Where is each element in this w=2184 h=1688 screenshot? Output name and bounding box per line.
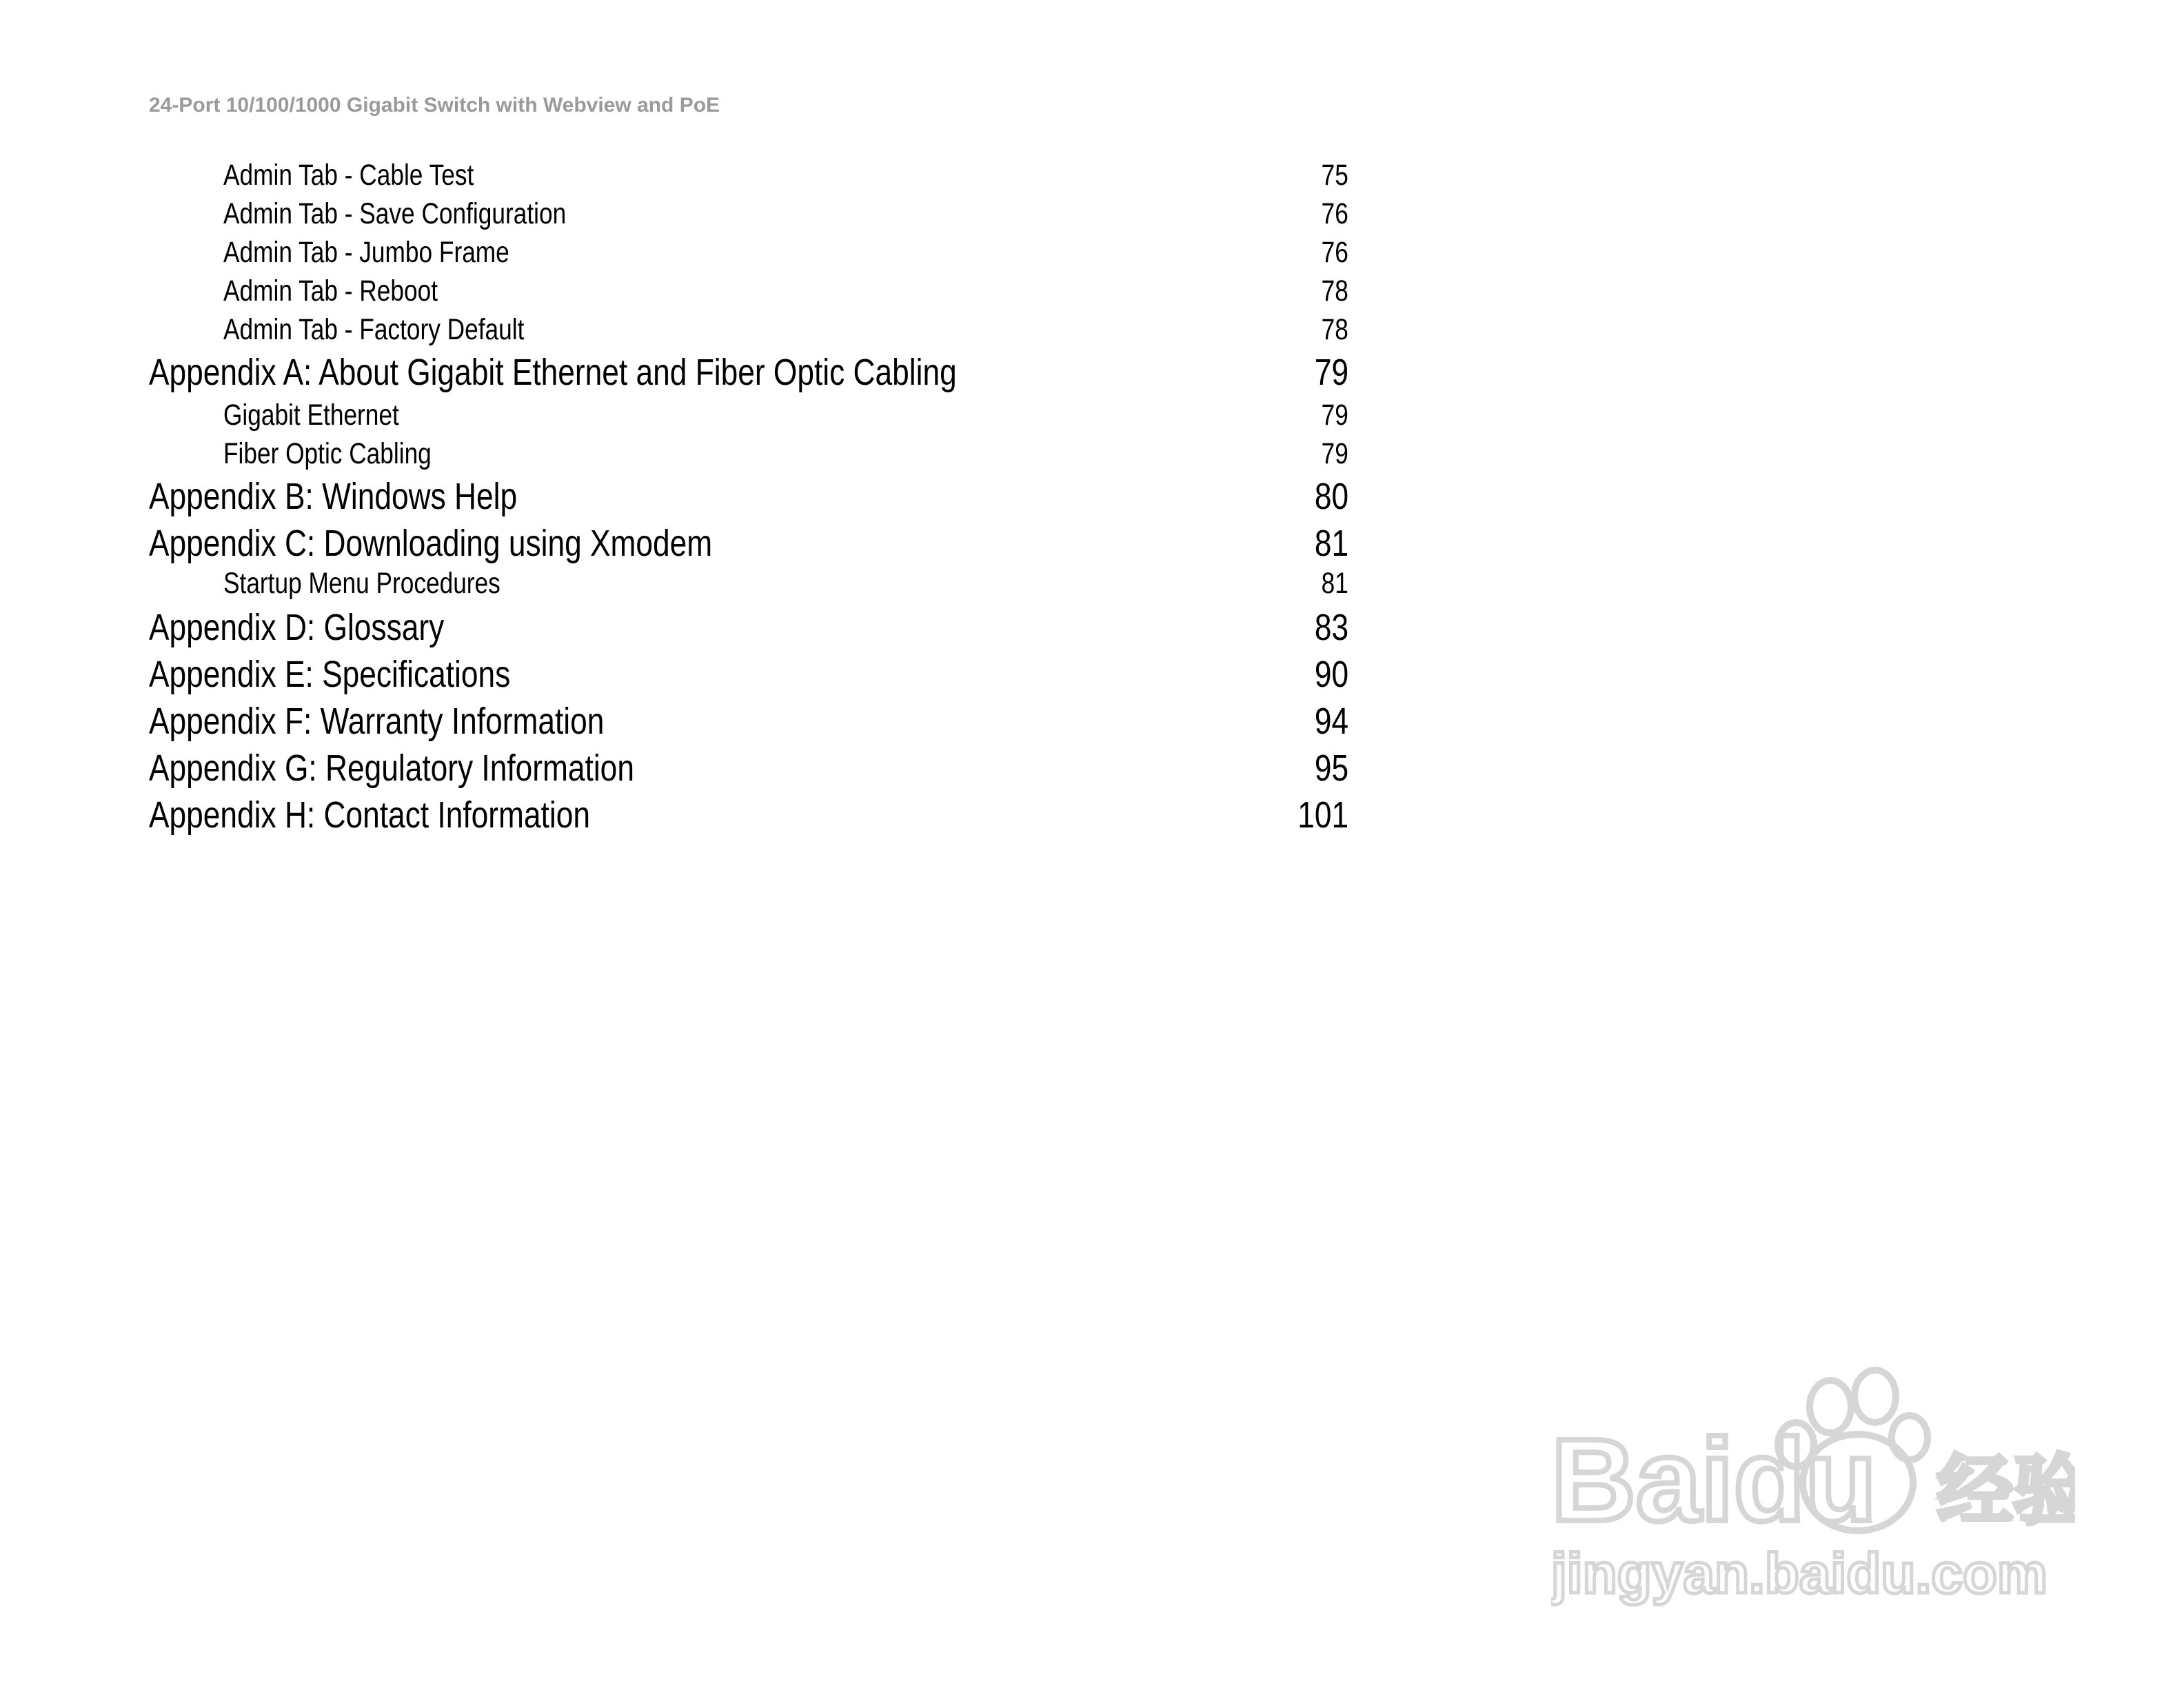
toc-entry-label: Appendix B: Windows Help bbox=[149, 476, 518, 517]
toc-entry-label: Admin Tab - Save Configuration bbox=[223, 197, 567, 230]
toc-entry-appendix-h[interactable] bbox=[149, 792, 1348, 838]
toc-entry-label: Fiber Optic Cabling bbox=[223, 437, 432, 470]
watermark-url: jingyan.baidu.com bbox=[1551, 1543, 2048, 1605]
toc-entry-page: 81 bbox=[1321, 567, 1348, 600]
toc-entry-jumbo-frame[interactable] bbox=[149, 233, 1348, 272]
toc-entry-page: 90 bbox=[1314, 654, 1348, 695]
running-header: 24-Port 10/100/1000 Gigabit Switch with Webview and PoE bbox=[149, 94, 720, 117]
toc-entry-page: 75 bbox=[1321, 159, 1348, 192]
toc-entry-fiber-optic-cabling[interactable] bbox=[149, 434, 1348, 473]
toc-entry-appendix-g[interactable] bbox=[149, 745, 1348, 792]
watermark-brand: Baidu bbox=[1551, 1415, 1877, 1546]
toc-entry-page: 79 bbox=[1314, 352, 1348, 393]
toc-entry-cable-test[interactable] bbox=[149, 156, 1348, 194]
toc-entry-appendix-c[interactable] bbox=[149, 520, 1348, 567]
toc-entry-startup-menu-procedures[interactable] bbox=[149, 564, 1348, 603]
toc-entry-label: Appendix E: Specifications bbox=[149, 654, 511, 695]
toc-entry-label: Appendix G: Regulatory Information bbox=[149, 747, 634, 789]
toc-entry-page: 78 bbox=[1321, 274, 1348, 308]
toc-entry-label: Admin Tab - Jumbo Frame bbox=[223, 236, 509, 269]
toc-entry-page: 79 bbox=[1321, 437, 1348, 470]
toc-entry-label: Appendix A: About Gigabit Ethernet and Fiber Optic Cabling bbox=[149, 352, 957, 393]
toc-entry-page: 94 bbox=[1314, 701, 1348, 742]
toc-entry-page: 79 bbox=[1321, 399, 1348, 432]
toc-entry-page: 76 bbox=[1321, 236, 1348, 269]
toc-entry-label: Appendix D: Glossary bbox=[149, 607, 445, 648]
toc-entry-label: Admin Tab - Factory Default bbox=[223, 313, 525, 346]
toc-entry-label: Appendix H: Contact Information bbox=[149, 794, 590, 836]
toc-entry-save-configuration[interactable] bbox=[149, 194, 1348, 233]
toc-entry-page: 78 bbox=[1321, 313, 1348, 346]
toc-entry-appendix-f[interactable] bbox=[149, 698, 1348, 745]
toc-entry-appendix-d[interactable] bbox=[149, 604, 1348, 651]
toc-entry-label: Gigabit Ethernet bbox=[223, 399, 399, 432]
toc-entry-page: 83 bbox=[1314, 607, 1348, 648]
toc-entry-label: Startup Menu Procedures bbox=[223, 567, 501, 600]
toc-entry-page: 80 bbox=[1314, 476, 1348, 517]
toc-entry-label: Appendix F: Warranty Information bbox=[149, 701, 605, 742]
toc-entry-label: Appendix C: Downloading using Xmodem bbox=[149, 523, 713, 564]
baidu-paw-logo-icon bbox=[1551, 1365, 2075, 1614]
toc-entry-reboot[interactable] bbox=[149, 272, 1348, 310]
toc-entry-gigabit-ethernet[interactable] bbox=[149, 396, 1348, 434]
toc-entry-appendix-a[interactable] bbox=[149, 349, 1348, 396]
toc-entry-label: Admin Tab - Cable Test bbox=[223, 159, 474, 192]
toc-entry-label: Admin Tab - Reboot bbox=[223, 274, 438, 308]
toc-entry-factory-default[interactable] bbox=[149, 310, 1348, 349]
toc-entry-appendix-b[interactable] bbox=[149, 473, 1348, 520]
toc-entry-appendix-e[interactable] bbox=[149, 651, 1348, 698]
toc-entry-page: 95 bbox=[1314, 747, 1348, 789]
toc-entry-page: 101 bbox=[1297, 794, 1348, 836]
toc-entry-page: 81 bbox=[1314, 523, 1348, 564]
baidu-jingyan-watermark bbox=[1551, 1365, 2075, 1614]
toc-entry-page: 76 bbox=[1321, 197, 1348, 230]
watermark-brand-cn: 经验 bbox=[1937, 1447, 2075, 1535]
